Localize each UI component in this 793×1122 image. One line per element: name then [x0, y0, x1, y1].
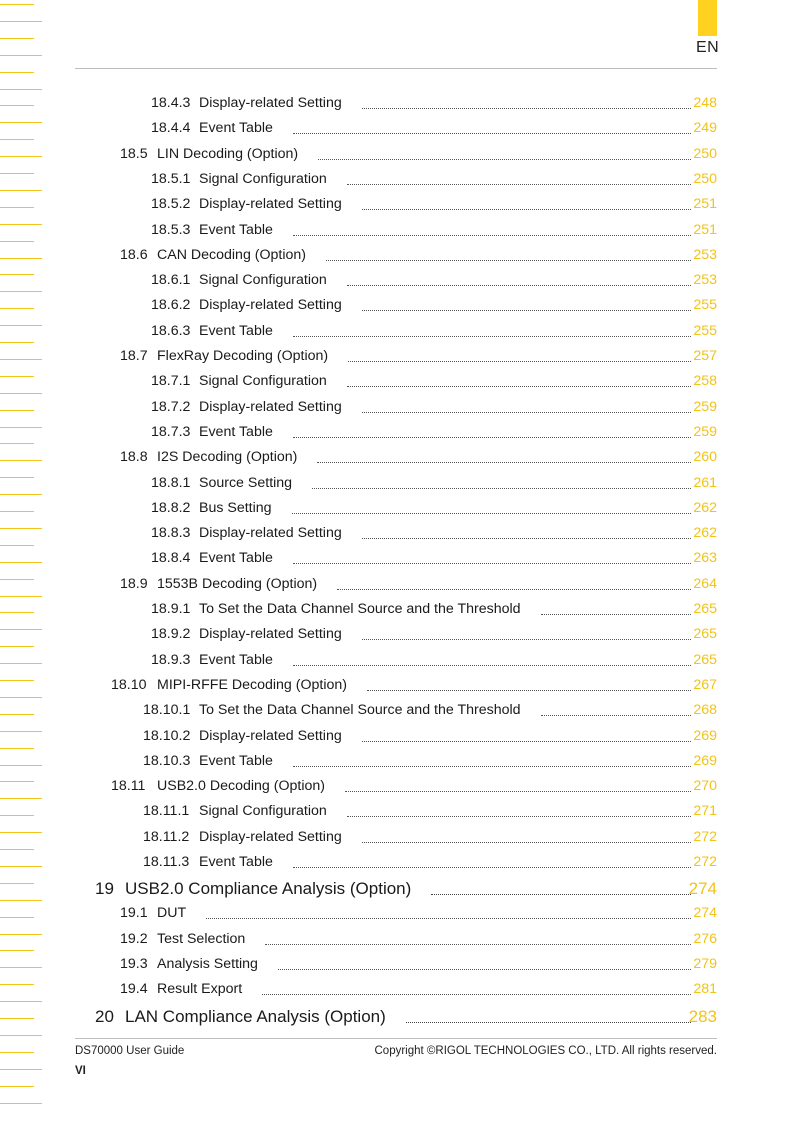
toc-entry-page: 279: [693, 955, 717, 972]
toc-dot-leader: [362, 842, 691, 843]
toc-entry-number: 18.7.1: [151, 373, 191, 390]
toc-entry[interactable]: [111, 674, 717, 694]
toc-entry[interactable]: [120, 928, 717, 948]
toc-entry-number: 18.6: [120, 246, 148, 263]
toc-entry[interactable]: [151, 370, 717, 390]
toc-entry-title: Source Setting: [199, 474, 293, 491]
toc-entry[interactable]: [151, 396, 717, 416]
footer-copyright: Copyright ©RIGOL TECHNOLOGIES CO., LTD. All rights reserved.: [374, 1045, 717, 1057]
toc-entry-page: 255: [693, 297, 717, 314]
toc-entry-page: 257: [693, 348, 717, 364]
toc-dot-leader: [293, 867, 691, 868]
toc-entry-number: 19: [95, 879, 114, 899]
toc-entry-title: Signal Configuration: [199, 373, 327, 390]
toc-dot-leader: [293, 133, 691, 134]
toc-entry[interactable]: [120, 446, 717, 466]
toc-entry-title: Signal Configuration: [199, 272, 327, 289]
toc-entry-title: DUT: [157, 905, 187, 922]
toc-dot-leader: [541, 614, 691, 615]
toc-entry-page: 253: [693, 246, 717, 263]
toc-entry-page: 253: [693, 272, 717, 289]
page-number: VI: [75, 1065, 86, 1077]
toc-dot-leader: [345, 791, 691, 792]
toc-dot-leader: [362, 741, 691, 742]
toc-entry-page: 265: [693, 651, 717, 668]
toc-entry[interactable]: [120, 573, 717, 593]
toc-dot-leader: [347, 184, 691, 185]
toc-entry-title: LIN Decoding (Option): [157, 145, 299, 162]
toc-entry-number: 18.9.2: [151, 626, 191, 643]
toc-entry-page: 274: [688, 879, 717, 899]
toc-entry-number: 18.8.1: [151, 474, 191, 491]
toc-entry[interactable]: [95, 1004, 717, 1027]
toc-entry[interactable]: [151, 649, 717, 669]
toc-entry[interactable]: [151, 547, 717, 567]
toc-entry-title: Display-related Setting: [199, 626, 342, 643]
toc-entry[interactable]: [120, 345, 717, 365]
toc-entry-number: 18.4.4: [151, 120, 191, 137]
toc-entry-title: Display-related Setting: [199, 398, 342, 415]
toc-entry-title: Display-related Setting: [199, 828, 342, 845]
toc-dot-leader: [293, 336, 691, 337]
toc-entry-number: 18.10.2: [143, 727, 191, 744]
toc-entry-title: Display-related Setting: [199, 297, 342, 314]
toc-entry[interactable]: [151, 598, 717, 618]
toc-entry-title: Event Table: [199, 423, 273, 440]
toc-entry-number: 18.5.2: [151, 196, 191, 213]
toc-entry[interactable]: [120, 902, 717, 922]
toc-dot-leader: [362, 639, 691, 640]
toc-entry-number: 18.8.2: [151, 499, 191, 516]
toc-entry[interactable]: [120, 244, 717, 264]
toc-entry-number: 18.7.2: [151, 398, 191, 415]
toc-entry-number: 18.5: [120, 145, 148, 162]
toc-dot-leader: [326, 260, 691, 261]
toc-entry-page: 251: [693, 196, 717, 213]
toc-entry-page: 250: [693, 170, 717, 187]
toc-entry-page: 250: [693, 145, 717, 162]
toc-entry-title: Event Table: [199, 752, 273, 769]
toc-entry-page: 251: [693, 221, 717, 238]
toc-entry[interactable]: [120, 143, 717, 163]
toc-entry[interactable]: [151, 294, 717, 314]
toc-entry-title: MIPI-RFFE Decoding (Option): [157, 676, 348, 693]
toc-dot-leader: [347, 285, 691, 286]
toc-entry[interactable]: [151, 421, 717, 441]
toc-entry-number: 18.8.4: [151, 550, 191, 567]
toc-dot-leader: [293, 563, 691, 564]
toc-entry-page: 262: [693, 499, 717, 516]
toc-dot-leader: [312, 488, 691, 489]
toc-entry[interactable]: [151, 472, 717, 492]
toc-entry-page: 259: [693, 398, 717, 415]
toc-dot-leader: [347, 386, 691, 387]
toc-entry-title: 1553B Decoding (Option): [157, 575, 318, 592]
toc-entry-title: Display-related Setting: [199, 727, 342, 744]
toc-entry-page: 261: [693, 474, 717, 491]
toc-entry[interactable]: [120, 978, 717, 998]
toc-dot-leader: [278, 969, 691, 970]
toc-entry-number: 19.3: [120, 955, 148, 972]
toc-entry-title: To Set the Data Channel Source and the Threshold: [199, 601, 521, 617]
toc-dot-leader: [337, 589, 691, 590]
toc-entry-title: Event Table: [199, 651, 273, 668]
toc-entry[interactable]: [95, 876, 717, 899]
toc-entry[interactable]: [151, 269, 717, 289]
toc-entry-page: 283: [688, 1006, 717, 1026]
toc-entry-number: 18.9.3: [151, 651, 191, 668]
toc-entry-page: 248: [693, 95, 717, 111]
toc-entry-title: USB2.0 Decoding (Option): [157, 778, 325, 795]
toc-entry-page: 265: [693, 601, 717, 617]
toc-dot-leader: [206, 918, 691, 919]
toc-entry-title: Event Table: [199, 221, 273, 238]
toc-entry-number: 19.2: [120, 930, 148, 947]
toc-entry-page: 268: [693, 702, 717, 719]
toc-entry-page: 259: [693, 423, 717, 440]
toc-entry[interactable]: [143, 800, 717, 820]
toc-dot-leader: [317, 462, 691, 463]
toc-entry-number: 18.8.3: [151, 525, 191, 542]
toc-entry-title: Signal Configuration: [199, 803, 327, 820]
toc-entry-title: Event Table: [199, 120, 273, 137]
toc-entry-title: To Set the Data Channel Source and the Threshold: [199, 702, 521, 719]
toc-entry[interactable]: [151, 117, 717, 137]
toc-entry-page: 274: [693, 905, 717, 922]
toc-entry-number: 18.8: [120, 449, 148, 466]
footer-document-name: DS70000 User Guide: [75, 1045, 185, 1057]
toc-entry[interactable]: [151, 92, 717, 112]
toc-entry-page: 260: [693, 449, 717, 466]
toc-entry-number: 18.11.2: [143, 828, 190, 845]
toc-entry-title: Event Table: [199, 854, 273, 870]
toc-entry-page: 263: [693, 550, 717, 567]
toc-entry-title: Result Export: [157, 981, 243, 998]
toc-entry-number: 18.9.1: [151, 601, 191, 617]
toc-entry-title: USB2.0 Compliance Analysis (Option): [125, 879, 412, 899]
toc-entry-title: Event Table: [199, 550, 273, 567]
toc-dot-leader: [362, 538, 691, 539]
toc-dot-leader: [293, 235, 691, 236]
toc-dot-leader: [293, 665, 691, 666]
toc-entry-number: 18.11: [111, 778, 146, 795]
toc-entry-number: 19.1: [120, 905, 148, 922]
toc-dot-leader: [362, 310, 691, 311]
toc-entry-page: 249: [693, 120, 717, 137]
toc-entry-title: Display-related Setting: [199, 95, 342, 111]
toc-entry-page: 269: [693, 727, 717, 744]
toc-dot-leader: [541, 715, 691, 716]
toc-entry[interactable]: [151, 497, 717, 517]
toc-entry[interactable]: [143, 699, 717, 719]
toc-entry-page: 271: [693, 803, 717, 820]
toc-entry-title: Signal Configuration: [199, 170, 327, 187]
toc-entry-page: 267: [693, 676, 717, 693]
toc-entry-number: 18.11.1: [143, 803, 190, 820]
toc-dot-leader: [293, 437, 691, 438]
toc-dot-leader: [367, 690, 691, 691]
toc-dot-leader: [262, 994, 691, 995]
toc-entry-number: 18.11.3: [143, 854, 190, 870]
toc-entry-number: 18.6.2: [151, 297, 191, 314]
toc-dot-leader: [348, 361, 691, 362]
toc-dot-leader: [362, 108, 691, 109]
toc-dot-leader: [293, 766, 691, 767]
toc-entry-number: 18.9: [120, 575, 148, 592]
toc-dot-leader: [406, 1022, 691, 1023]
toc-dot-leader: [292, 513, 691, 514]
toc-entry-number: 18.10: [111, 676, 147, 693]
toc-entry-page: 272: [693, 828, 717, 845]
toc-entry-page: 272: [693, 854, 717, 870]
toc-entry-page: 255: [693, 322, 717, 339]
toc-entry[interactable]: [143, 851, 717, 871]
footer-rule: [75, 1038, 717, 1039]
toc-entry[interactable]: [143, 826, 717, 846]
toc-dot-leader: [362, 209, 691, 210]
toc-entry[interactable]: [151, 168, 717, 188]
toc-entry-page: 265: [693, 626, 717, 643]
toc-dot-leader: [347, 816, 691, 817]
toc-entry[interactable]: [151, 623, 717, 643]
toc-entry-number: 18.5.1: [151, 170, 191, 187]
toc-entry[interactable]: [151, 193, 717, 213]
toc-entry-title: I2S Decoding (Option): [157, 449, 298, 466]
toc-entry-title: Bus Setting: [199, 499, 272, 516]
toc-entry-title: Analysis Setting: [157, 955, 258, 972]
toc-entry-title: Test Selection: [157, 930, 246, 947]
toc-entry[interactable]: [120, 953, 717, 973]
toc-entry-page: 264: [693, 575, 717, 592]
toc-entry-number: 18.6.1: [151, 272, 191, 289]
toc-entry[interactable]: [151, 219, 717, 239]
toc-entry-number: 18.7: [120, 348, 148, 364]
toc-entry-number: 20: [95, 1006, 114, 1026]
toc-entry-page: 276: [693, 930, 717, 947]
toc-dot-leader: [431, 894, 691, 895]
toc-entry[interactable]: [143, 725, 717, 745]
toc-entry[interactable]: [143, 750, 717, 770]
toc-entry[interactable]: [151, 320, 717, 340]
toc-entry-number: 18.6.3: [151, 322, 191, 339]
toc-entry-title: LAN Compliance Analysis (Option): [125, 1006, 386, 1026]
toc-entry-page: 270: [693, 778, 717, 795]
toc-entry-title: FlexRay Decoding (Option): [157, 348, 329, 364]
toc-entry-page: 258: [693, 373, 717, 390]
toc-dot-leader: [362, 412, 691, 413]
toc-entry-number: 19.4: [120, 981, 148, 998]
language-label: EN: [696, 39, 720, 56]
toc-entry-number: 18.10.1: [143, 702, 191, 719]
toc-entry[interactable]: [111, 775, 717, 795]
toc-entry[interactable]: [151, 522, 717, 542]
toc-entry-page: 269: [693, 752, 717, 769]
toc-entry-title: Display-related Setting: [199, 196, 342, 213]
toc-entry-title: Event Table: [199, 322, 273, 339]
toc-entry-title: Display-related Setting: [199, 525, 342, 542]
toc-entry-number: 18.10.3: [143, 752, 191, 769]
toc-entry-number: 18.7.3: [151, 423, 191, 440]
toc-entry-number: 18.4.3: [151, 95, 191, 111]
toc-entry-number: 18.5.3: [151, 221, 191, 238]
toc-entry-title: CAN Decoding (Option): [157, 246, 307, 263]
toc-dot-leader: [265, 944, 691, 945]
toc-entry-page: 262: [693, 525, 717, 542]
toc-entry-page: 281: [693, 981, 717, 998]
toc-dot-leader: [318, 159, 691, 160]
